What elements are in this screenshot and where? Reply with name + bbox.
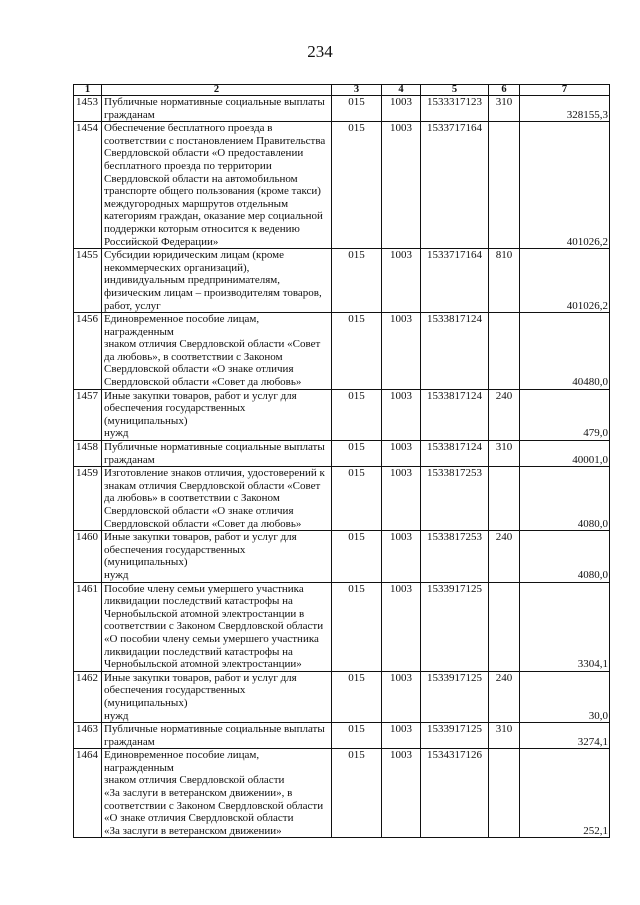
ministry-code: 015: [332, 389, 382, 440]
target-article-code: 1533717164: [421, 122, 489, 249]
page-number: 234: [307, 42, 333, 61]
target-article-code: 1533917125: [421, 671, 489, 722]
budget-table: [73, 84, 610, 838]
section-code: 1003: [382, 749, 421, 838]
column-header: 4: [382, 85, 421, 96]
row-description: Субсидии юридическим лицам (кроме некоммерческих организаций), индивидуальным предпринимателям, физическим лицам – производителям товаров, работ, услуг: [102, 249, 332, 313]
table-row: [74, 467, 610, 531]
target-article-code: 1533717164: [421, 249, 489, 313]
row-number: 1457: [74, 389, 102, 440]
row-number: 1453: [74, 96, 102, 122]
expense-type-code: [489, 313, 520, 390]
row-amount: 328155,3: [520, 96, 610, 122]
expense-type-code: 240: [489, 531, 520, 582]
target-article-code: 1533817124: [421, 389, 489, 440]
row-description: Публичные нормативные социальные выплаты гражданам: [102, 96, 332, 122]
row-number: 1456: [74, 313, 102, 390]
row-description: Иные закупки товаров, работ и услуг для обеспечения государственных (муниципальных) нужд: [102, 531, 332, 582]
section-code: 1003: [382, 582, 421, 671]
column-header: 7: [520, 85, 610, 96]
ministry-code: 015: [332, 249, 382, 313]
section-code: 1003: [382, 531, 421, 582]
target-article-code: 1533317123: [421, 96, 489, 122]
row-amount: 4080,0: [520, 531, 610, 582]
row-number: 1462: [74, 671, 102, 722]
row-number: 1460: [74, 531, 102, 582]
ministry-code: 015: [332, 96, 382, 122]
table-row: [74, 122, 610, 249]
table-header-row: [74, 85, 610, 96]
row-number: 1463: [74, 723, 102, 749]
row-description: Пособие члену семьи умершего участника ликвидации последствий катастрофы на Чернобыльской атомной электростанции в соответствии с Законом Свердловской области «О пособии члену семьи умершего участника ликвидации последствий катастрофы на Чернобыльской атомной электростанции»: [102, 582, 332, 671]
row-description: Единовременное пособие лицам, награжденным знаком отличия Свердловской области «Совет да любовь», в соответствии с Законом Свердловской области «О знаке отличия Свердловской области «Совет да любовь»: [102, 313, 332, 390]
target-article-code: 1533817253: [421, 531, 489, 582]
table-row: [74, 749, 610, 838]
target-article-code: 1533817253: [421, 467, 489, 531]
target-article-code: 1533817124: [421, 441, 489, 467]
target-article-code: 1533817124: [421, 313, 489, 390]
table-row: [74, 313, 610, 390]
expense-type-code: 240: [489, 389, 520, 440]
target-article-code: 1533917125: [421, 582, 489, 671]
ministry-code: 015: [332, 582, 382, 671]
expense-type-code: [489, 582, 520, 671]
ministry-code: 015: [332, 671, 382, 722]
row-amount: 479,0: [520, 389, 610, 440]
section-code: 1003: [382, 467, 421, 531]
section-code: 1003: [382, 96, 421, 122]
row-amount: 3274,1: [520, 723, 610, 749]
expense-type-code: [489, 749, 520, 838]
expense-type-code: 310: [489, 96, 520, 122]
table-row: [74, 249, 610, 313]
row-amount: 401026,2: [520, 122, 610, 249]
row-number: 1461: [74, 582, 102, 671]
expense-type-code: [489, 467, 520, 531]
column-header: 2: [102, 85, 332, 96]
table-row: [74, 582, 610, 671]
row-number: 1455: [74, 249, 102, 313]
table-row: [74, 531, 610, 582]
section-code: 1003: [382, 249, 421, 313]
section-code: 1003: [382, 313, 421, 390]
ministry-code: 015: [332, 749, 382, 838]
section-code: 1003: [382, 122, 421, 249]
row-amount: 40480,0: [520, 313, 610, 390]
ministry-code: 015: [332, 313, 382, 390]
section-code: 1003: [382, 723, 421, 749]
row-amount: 4080,0: [520, 467, 610, 531]
section-code: 1003: [382, 389, 421, 440]
expense-type-code: 810: [489, 249, 520, 313]
section-code: 1003: [382, 441, 421, 467]
row-number: 1459: [74, 467, 102, 531]
row-amount: 252,1: [520, 749, 610, 838]
ministry-code: 015: [332, 723, 382, 749]
column-header: 1: [74, 85, 102, 96]
column-header: 6: [489, 85, 520, 96]
expense-type-code: 310: [489, 723, 520, 749]
table-row: [74, 441, 610, 467]
row-amount: 40001,0: [520, 441, 610, 467]
row-description: Единовременное пособие лицам, награжденным знаком отличия Свердловской области «За заслуги в ветеранском движении», в соответствии с Законом Свердловской области «О знаке отличия Свердловской области «За заслуги в ветеранском движении»: [102, 749, 332, 838]
expense-type-code: [489, 122, 520, 249]
row-amount: 3304,1: [520, 582, 610, 671]
row-amount: 30,0: [520, 671, 610, 722]
row-description: Публичные нормативные социальные выплаты гражданам: [102, 441, 332, 467]
row-description: Иные закупки товаров, работ и услуг для обеспечения государственных (муниципальных) нужд: [102, 671, 332, 722]
row-description: Публичные нормативные социальные выплаты гражданам: [102, 723, 332, 749]
row-number: 1464: [74, 749, 102, 838]
ministry-code: 015: [332, 467, 382, 531]
table-row: [74, 723, 610, 749]
column-header: 3: [332, 85, 382, 96]
table-row: [74, 96, 610, 122]
target-article-code: 1533917125: [421, 723, 489, 749]
row-number: 1454: [74, 122, 102, 249]
ministry-code: 015: [332, 441, 382, 467]
expense-type-code: 310: [489, 441, 520, 467]
target-article-code: 1534317126: [421, 749, 489, 838]
row-number: 1458: [74, 441, 102, 467]
expense-type-code: 240: [489, 671, 520, 722]
row-amount: 401026,2: [520, 249, 610, 313]
row-description: Иные закупки товаров, работ и услуг для обеспечения государственных (муниципальных) нужд: [102, 389, 332, 440]
column-header: 5: [421, 85, 489, 96]
row-description: Обеспечение бесплатного проезда в соответствии с постановлением Правительства Свердловской области «О предоставлении бесплатного проезда по территории Свердловской области на автомобильном транспорте общего пользования (кроме такси) междугородных маршрутов отдельным категориям граждан, оказание мер социальной поддержки которым относится к ведению Российской Федерации»: [102, 122, 332, 249]
ministry-code: 015: [332, 122, 382, 249]
table-row: [74, 671, 610, 722]
ministry-code: 015: [332, 531, 382, 582]
section-code: 1003: [382, 671, 421, 722]
row-description: Изготовление знаков отличия, удостоверений к знакам отличия Свердловской области «Совет да любовь» в соответствии с Законом Свердловской области «О знаке отличия Свердловской области «Совет да любовь»: [102, 467, 332, 531]
table-row: [74, 389, 610, 440]
